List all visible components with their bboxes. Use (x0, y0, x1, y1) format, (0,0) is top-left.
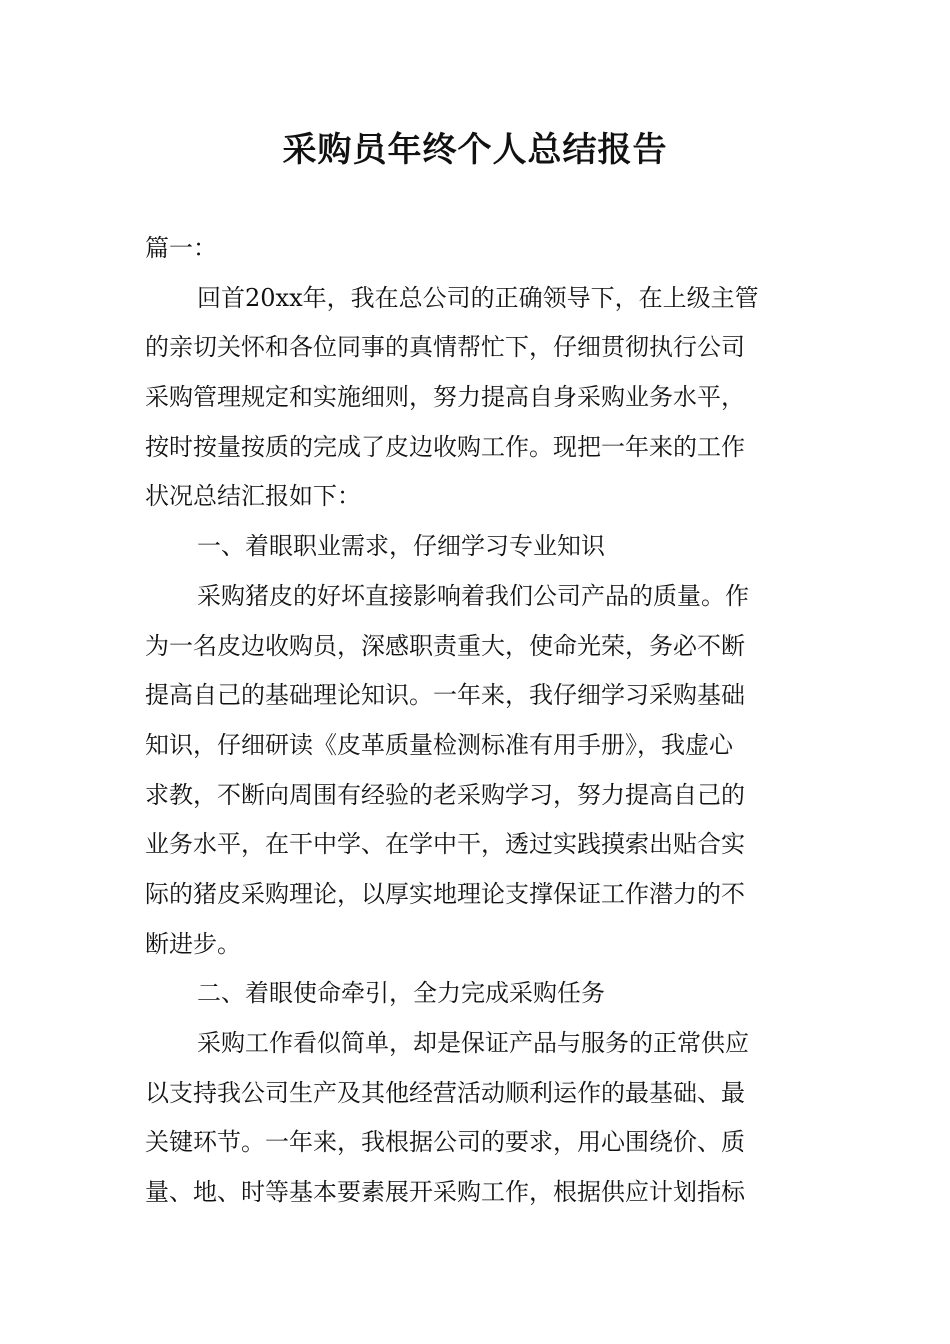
text-line: 按时按量按质的完成了皮边收购工作。现把一年来的工作 (145, 432, 745, 461)
text-line: 量、地、时等基本要素展开采购工作，根据供应计划指标 (145, 1178, 745, 1207)
text-line: 状况总结汇报如下： (145, 482, 361, 511)
text-line: 采购管理规定和实施细则，努力提高自身采购业务水平， (145, 383, 745, 412)
text-line: 求教，不断向周围有经验的老采购学习，努力提高自己的 (145, 780, 745, 809)
text-line: 的亲切关怀和各位同事的真情帮忙下，仔细贯彻执行公司 (145, 333, 745, 362)
text-line: 际的猪皮采购理论，以厚实地理论支撑保证工作潜力的不 (145, 879, 745, 908)
text-line: 篇一： (145, 234, 217, 262)
text-line: 知识，仔细研读《皮革质量检测标准有用手册》，我虚心 (145, 730, 733, 759)
text-line: 断进步。 (145, 929, 241, 958)
document-title: 采购员年终个人总结报告 (282, 130, 668, 170)
document-body (145, 224, 807, 1218)
text-line: 回首20xx年，我在总公司的正确领导下，在上级主管 (197, 283, 759, 312)
text-line: 采购猪皮的好坏直接影响着我们公司产品的质量。作 (197, 581, 749, 610)
text-line: 提高自己的基础理论知识。一年来，我仔细学习采购基础 (145, 681, 745, 710)
text-line: 一、着眼职业需求，仔细学习专业知识 (197, 532, 605, 561)
text-line: 为一名皮边收购员，深感职责重大，使命光荣，务必不断 (145, 631, 745, 660)
text-line: 采购工作看似简单，却是保证产品与服务的正常供应 (197, 1029, 749, 1057)
text-line: 二、着眼使命牵引，全力完成采购任务 (197, 979, 605, 1008)
text-line: 业务水平，在干中学、在学中干，透过实践摸索出贴合实 (145, 830, 745, 859)
text-line: 关键环节。一年来，我根据公司的要求，用心围绕价、质 (145, 1128, 745, 1157)
text-line: 以支持我公司生产及其他经营活动顺利运作的最基础、最 (145, 1078, 745, 1107)
